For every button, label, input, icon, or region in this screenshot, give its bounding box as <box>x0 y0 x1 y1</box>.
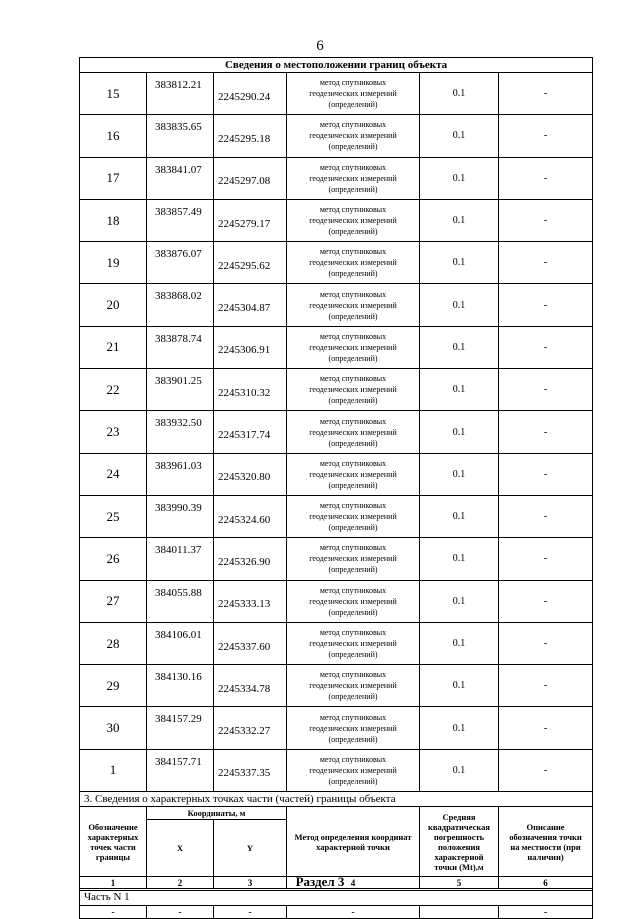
table-row <box>80 115 593 157</box>
method-line: (определений) <box>328 184 378 194</box>
method-line: метод спутниковых <box>319 78 387 88</box>
method-cell <box>287 73 420 115</box>
coord-y: 2245334.78 <box>214 665 287 707</box>
method-line: метод спутниковых <box>319 120 387 130</box>
table-row <box>80 622 593 664</box>
coord-x: 383876.07 <box>147 242 214 284</box>
table-row <box>80 284 593 326</box>
method-line: метод спутниковых <box>319 205 387 215</box>
method-line: (определений) <box>328 480 378 490</box>
method-cell <box>287 199 420 241</box>
method-line: метод спутниковых <box>319 162 387 172</box>
point-number: 18 <box>80 199 147 241</box>
method-line: (определений) <box>328 100 378 110</box>
point-number: 23 <box>80 411 147 453</box>
coord-x: 384130.16 <box>147 665 214 707</box>
method-line: геодезических измерений <box>309 765 397 775</box>
coord-y: 2245290.24 <box>214 73 287 115</box>
coord-y: 2245304.87 <box>214 284 287 326</box>
coord-y: 2245326.90 <box>214 538 287 580</box>
method-line: (определений) <box>328 438 378 448</box>
method-line: геодезических измерений <box>309 723 397 733</box>
description-cell: - <box>499 242 593 284</box>
description-cell: - <box>499 157 593 199</box>
method-line: (определений) <box>328 523 378 533</box>
coord-y: 2245337.60 <box>214 622 287 664</box>
description-cell: - <box>499 369 593 411</box>
method-line: (определений) <box>328 396 378 406</box>
column-number: 1 <box>80 877 147 889</box>
point-number: 22 <box>80 369 147 411</box>
table-row <box>80 538 593 580</box>
method-line: (определений) <box>328 311 378 321</box>
coord-x: 383857.49 <box>147 199 214 241</box>
method-line: геодезических измерений <box>309 342 397 352</box>
method-line: (определений) <box>328 565 378 575</box>
boundary-table-frame <box>79 57 592 919</box>
precision-cell: 0.1 <box>420 369 499 411</box>
method-line: метод спутниковых <box>319 543 387 553</box>
precision-cell: 0.1 <box>420 453 499 495</box>
table-row <box>80 369 593 411</box>
method-line: геодезических измерений <box>309 512 397 522</box>
description-cell: - <box>499 622 593 664</box>
precision-cell: 0.1 <box>420 538 499 580</box>
section3-title: 3. Сведения о характерных точках части (частей) границы объекта <box>80 792 593 807</box>
coord-y: 2245306.91 <box>214 326 287 368</box>
method-cell <box>287 707 420 749</box>
table-row <box>80 707 593 749</box>
coord-x: 384011.37 <box>147 538 214 580</box>
method-cell <box>287 411 420 453</box>
method-line: метод спутниковых <box>319 670 387 680</box>
description-cell: - <box>499 199 593 241</box>
coord-y: 2245297.08 <box>214 157 287 199</box>
description-cell: - <box>499 73 593 115</box>
coord-y: 2245279.17 <box>214 199 287 241</box>
table-row <box>80 580 593 622</box>
description-cell: - <box>499 580 593 622</box>
point-number: 24 <box>80 453 147 495</box>
point-number: 19 <box>80 242 147 284</box>
method-cell <box>287 284 420 326</box>
table-row <box>80 73 593 115</box>
section-heading: Раздел 3 <box>295 874 345 889</box>
header-y: Y <box>214 820 287 877</box>
precision-cell: 0.1 <box>420 73 499 115</box>
method-line: метод спутниковых <box>319 247 387 257</box>
point-number: 20 <box>80 284 147 326</box>
header-method: Метод определения координат характерной точки <box>287 807 420 877</box>
precision-cell: 0.1 <box>420 622 499 664</box>
column-number: 4 <box>287 877 420 889</box>
precision-cell: 0.1 <box>420 242 499 284</box>
method-line: геодезических измерений <box>309 639 397 648</box>
coord-x: 384106.01 <box>147 622 214 664</box>
coord-x: 383835.65 <box>147 115 214 157</box>
method-cell <box>287 115 420 157</box>
coord-x: 383990.39 <box>147 495 214 537</box>
method-line: (определений) <box>328 650 378 659</box>
method-cell <box>287 242 420 284</box>
description-cell: - <box>499 411 593 453</box>
table-row <box>80 326 593 368</box>
coord-y: 2245317.74 <box>214 411 287 453</box>
method-line: геодезических измерений <box>309 385 397 395</box>
coord-y: 2245320.80 <box>214 453 287 495</box>
coord-x: 383961.03 <box>147 453 214 495</box>
coord-x: 384055.88 <box>147 580 214 622</box>
point-number: 17 <box>80 157 147 199</box>
table-row <box>80 411 593 453</box>
method-line: (определений) <box>328 269 378 279</box>
point-number: 16 <box>80 115 147 157</box>
method-line: метод спутниковых <box>319 458 387 468</box>
empty-cell <box>420 906 499 919</box>
coord-y: 2245295.62 <box>214 242 287 284</box>
method-line: метод спутниковых <box>319 374 387 384</box>
method-cell <box>287 749 420 791</box>
precision-cell: 0.1 <box>420 580 499 622</box>
method-line: геодезических измерений <box>309 681 397 691</box>
method-line: метод спутниковых <box>319 289 387 299</box>
method-line: метод спутниковых <box>319 628 387 637</box>
precision-cell: 0.1 <box>420 665 499 707</box>
precision-cell: 0.1 <box>420 326 499 368</box>
column-number: 2 <box>147 877 214 889</box>
coord-x: 383868.02 <box>147 284 214 326</box>
precision-cell: 0.1 <box>420 284 499 326</box>
header-point-designation: Обозначение характерных точек части границы <box>80 807 147 877</box>
method-line: (определений) <box>328 734 378 744</box>
method-line: геодезических измерений <box>309 469 397 479</box>
description-cell: - <box>499 538 593 580</box>
coord-y: 2245295.18 <box>214 115 287 157</box>
point-number: 25 <box>80 495 147 537</box>
table-title: Сведения о местоположении границ объекта <box>80 58 593 73</box>
method-line: геодезических измерений <box>309 300 397 310</box>
method-cell <box>287 369 420 411</box>
description-cell: - <box>499 326 593 368</box>
method-line: (определений) <box>328 142 378 152</box>
method-cell <box>287 157 420 199</box>
method-line: (определений) <box>328 353 378 363</box>
method-cell <box>287 326 420 368</box>
method-line: метод спутниковых <box>319 416 387 426</box>
method-line: геодезических измерений <box>309 554 397 564</box>
method-line: метод спутниковых <box>319 754 387 764</box>
precision-cell: 0.1 <box>420 411 499 453</box>
empty-cell: - <box>287 906 420 919</box>
table-row <box>80 495 593 537</box>
empty-cell: - <box>499 906 593 919</box>
point-number: 1 <box>80 749 147 791</box>
description-cell: - <box>499 453 593 495</box>
method-line: метод спутниковых <box>319 712 387 722</box>
point-number: 15 <box>80 73 147 115</box>
precision-cell: 0.1 <box>420 495 499 537</box>
precision-cell: 0.1 <box>420 749 499 791</box>
description-cell: - <box>499 115 593 157</box>
table-row <box>80 749 593 791</box>
method-line: метод спутниковых <box>319 585 387 595</box>
part-label: Часть N 1 <box>80 889 593 906</box>
precision-cell: 0.1 <box>420 157 499 199</box>
column-number: 3 <box>214 877 287 889</box>
point-number: 29 <box>80 665 147 707</box>
method-cell <box>287 495 420 537</box>
description-cell: - <box>499 749 593 791</box>
header-x: X <box>147 820 214 877</box>
coord-y: 2245332.27 <box>214 707 287 749</box>
table-row <box>80 157 593 199</box>
boundary-points-table <box>79 57 593 919</box>
column-number: 5 <box>420 877 499 889</box>
description-cell: - <box>499 707 593 749</box>
precision-cell: 0.1 <box>420 199 499 241</box>
method-line: геодезических измерений <box>309 173 397 183</box>
method-line: метод спутниковых <box>319 331 387 341</box>
method-cell <box>287 538 420 580</box>
method-cell <box>287 580 420 622</box>
method-cell <box>287 665 420 707</box>
method-line: (определений) <box>328 607 378 617</box>
coord-x: 383901.25 <box>147 369 214 411</box>
description-cell: - <box>499 284 593 326</box>
coord-x: 383841.07 <box>147 157 214 199</box>
method-line: (определений) <box>328 776 378 786</box>
method-line: геодезических измерений <box>309 258 397 268</box>
empty-cell: - <box>80 906 147 919</box>
method-cell <box>287 622 420 664</box>
coord-y: 2245333.13 <box>214 580 287 622</box>
method-line: геодезических измерений <box>309 216 397 226</box>
precision-cell: 0.1 <box>420 707 499 749</box>
empty-cell: - <box>214 906 287 919</box>
point-number: 26 <box>80 538 147 580</box>
coord-y: 2245310.32 <box>214 369 287 411</box>
table-row <box>80 199 593 241</box>
coord-x: 383932.50 <box>147 411 214 453</box>
table-row <box>80 242 593 284</box>
coord-y: 2245337.35 <box>214 749 287 791</box>
method-line: геодезических измерений <box>309 131 397 141</box>
precision-cell: 0.1 <box>420 115 499 157</box>
method-line: метод спутниковых <box>319 501 387 511</box>
table-row <box>80 665 593 707</box>
coord-x: 383878.74 <box>147 326 214 368</box>
header-precision: Средняя квадратическая погрешность положения характерной точки (Mt),м <box>420 807 499 877</box>
point-number: 27 <box>80 580 147 622</box>
bottom-rule <box>79 890 592 891</box>
table-row <box>80 453 593 495</box>
coord-x: 384157.71 <box>147 749 214 791</box>
header-description: Описание обозначения точки на местности (при наличии) <box>499 807 593 877</box>
header-coordinates: Координаты, м <box>147 807 287 820</box>
page-number: 6 <box>316 38 324 54</box>
empty-cell: - <box>147 906 214 919</box>
method-line: (определений) <box>328 227 378 237</box>
coord-x: 383812.21 <box>147 73 214 115</box>
method-cell <box>287 453 420 495</box>
coord-x: 384157.29 <box>147 707 214 749</box>
coord-y: 2245324.60 <box>214 495 287 537</box>
method-line: геодезических измерений <box>309 596 397 606</box>
method-line: геодезических измерений <box>309 89 397 99</box>
method-line: геодезических измерений <box>309 427 397 437</box>
column-number: 6 <box>499 877 593 889</box>
point-number: 21 <box>80 326 147 368</box>
description-cell: - <box>499 665 593 707</box>
point-number: 30 <box>80 707 147 749</box>
description-cell: - <box>499 495 593 537</box>
point-number: 28 <box>80 622 147 664</box>
method-line: (определений) <box>328 692 378 702</box>
